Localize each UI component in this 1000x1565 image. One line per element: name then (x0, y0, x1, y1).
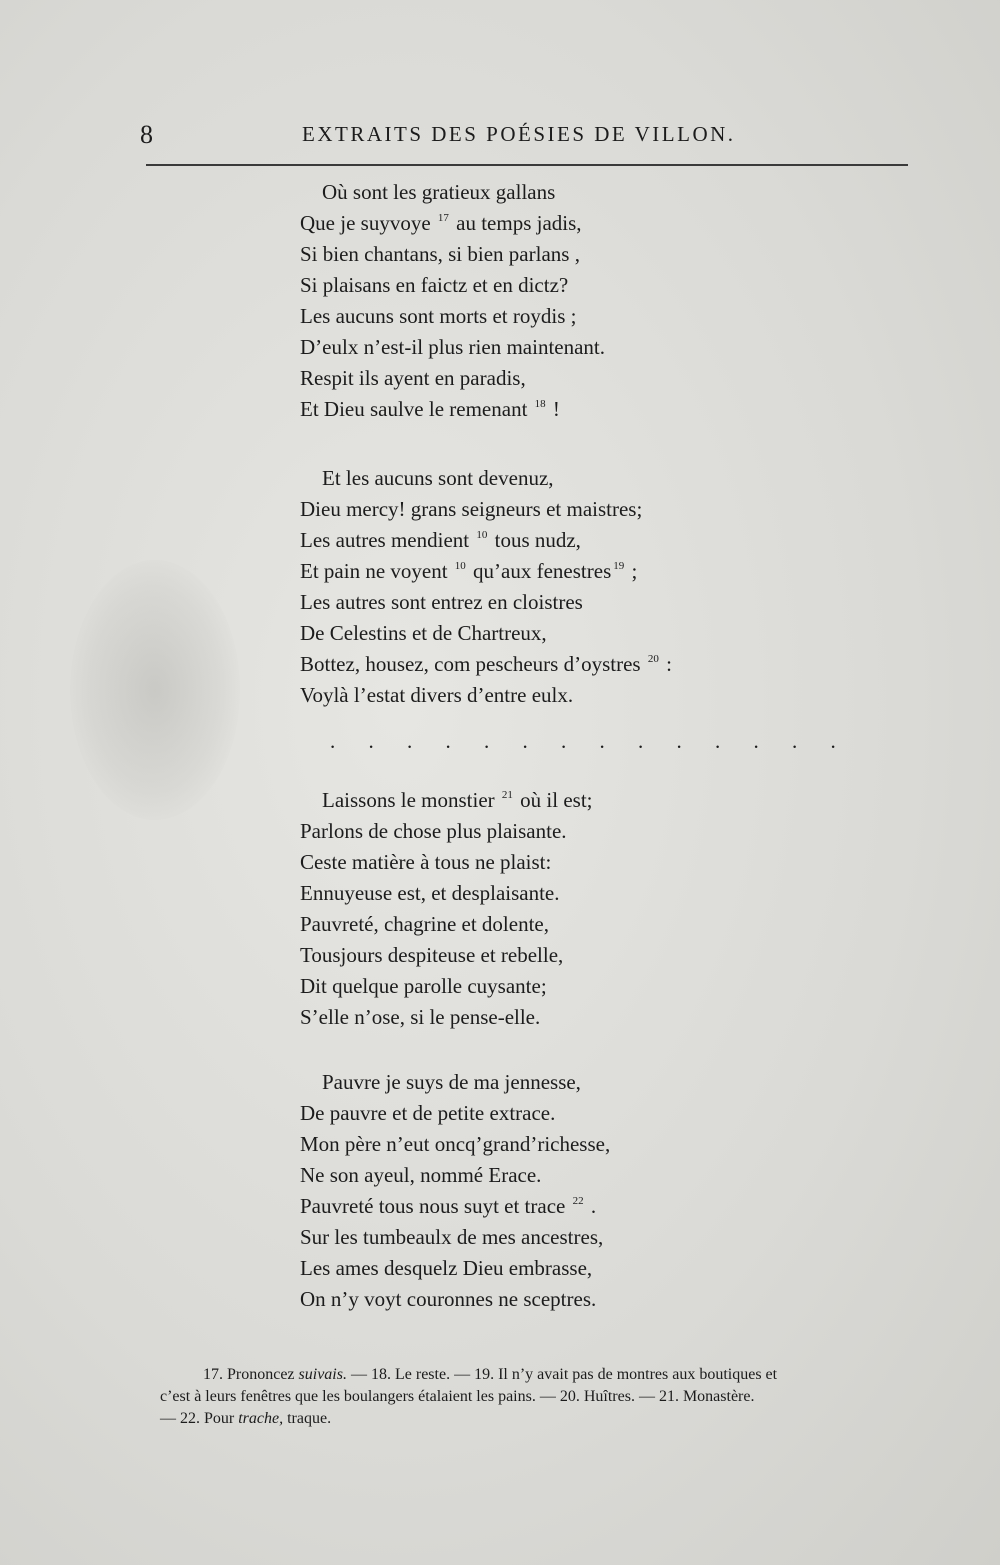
verse-line (300, 912, 549, 937)
verse-line (300, 881, 560, 906)
verse-line (300, 497, 642, 522)
verse-line (300, 850, 551, 875)
verse-text: Si plaisans en faictz et en dictz? (300, 273, 569, 297)
verse-text: Si bien chantans, si bien parlans , (300, 242, 580, 266)
verse-text: : (666, 652, 672, 676)
verse-line (300, 590, 583, 615)
verse-line (300, 211, 582, 236)
verse-text: Les autres mendient (300, 528, 470, 552)
verse-text: qu’aux fenestres (473, 559, 612, 583)
verse-text: De Celestins et de Chartreux, (300, 621, 547, 645)
verse-text: Dieu mercy! grans seigneurs et maistres; (300, 497, 643, 521)
verse-line (300, 273, 568, 298)
footnote-ref: 10 (476, 529, 488, 541)
verse-text: Que je suyvoye (300, 211, 431, 235)
verse-line (322, 466, 554, 491)
verse-line (300, 397, 560, 422)
verse-text: Mon père n’eut oncq’grand’richesse, (300, 1132, 611, 1156)
verse-line (322, 788, 593, 813)
verse-text: Les ames desquelz Dieu embrasse, (300, 1256, 593, 1280)
verse-text: Ennuyeuse est, et desplaisante. (300, 881, 560, 905)
verse-text: Voylà l’estat divers d’entre eulx. (300, 683, 574, 707)
running-title: EXTRAITS DES POÉSIES DE VILLON. (302, 122, 736, 146)
verse-text: Bottez, housez, com pescheurs d’oystres (300, 652, 641, 676)
verse-line (300, 1225, 603, 1250)
verse-text: Les autres sont entrez en cloistres (300, 590, 583, 614)
verse-text: Et les aucuns sont devenuz, (322, 466, 554, 490)
verse-text: Dit quelque parolle cuysante; (300, 974, 547, 998)
verse-text: Tousjours despiteuse et rebelle, (300, 943, 564, 967)
verse-line (300, 1287, 596, 1312)
footnote-ref: 21 (501, 789, 513, 801)
verse-line (300, 943, 563, 968)
footnote-ref: 10 (454, 560, 466, 572)
verse-text: S’elle n’ose, si le pense-elle. (300, 1005, 541, 1029)
footnote-ref: 22 (572, 1195, 584, 1207)
footnote-line-2: c’est à leurs fenêtres que les boulangers étalaient les pains. — 20. Huîtres. — 21. Monastère. (160, 1388, 755, 1405)
verse-line (300, 366, 526, 391)
verse-line (300, 974, 547, 999)
verse-text: ; (631, 559, 638, 583)
verse-line (300, 1005, 540, 1030)
verse-text: tous nudz, (494, 528, 581, 552)
footnote-line-1: 17. Prononcez suivais. — 18. Le reste. — 19. Il n’y avait pas de montres aux boutiques et (203, 1366, 778, 1383)
verse-line (300, 242, 580, 267)
verse-text: On n’y voyt couronnes ne sceptres. (300, 1287, 597, 1311)
verse-line (300, 621, 547, 646)
verse-line (300, 819, 567, 844)
verse-text: Sur les tumbeaulx de mes ancestres, (300, 1225, 604, 1249)
footnote-ref: 20 (647, 653, 659, 665)
verse-line (322, 1070, 581, 1095)
header-rule (146, 164, 908, 166)
verse-text: Où sont les gratieux gallans (322, 180, 556, 204)
verse-line (300, 683, 573, 708)
verse-line (322, 180, 555, 205)
verse-text: Pauvreté tous nous suyt et trace (300, 1194, 566, 1218)
verse-text: Ne son ayeul, nommé Erace. (300, 1163, 542, 1187)
verse-line (300, 1194, 596, 1219)
verse-text: Parlons de chose plus plaisante. (300, 819, 567, 843)
verse-text: Laissons le monstier (322, 788, 495, 812)
ellipsis-dots: . . . . . . . . . . . . . . (330, 729, 850, 753)
footnote-line-3: — 22. Pour trache, traque. (160, 1410, 332, 1427)
verse-text: Et pain ne voyent (300, 559, 448, 583)
verse-line (300, 1163, 541, 1188)
page-number: 8 (140, 120, 153, 149)
verse-text: Respit ils ayent en paradis, (300, 366, 526, 390)
verse-text: Pauvre je suys de ma jennesse, (322, 1070, 581, 1094)
verse-text: Pauvreté, chagrine et dolente, (300, 912, 549, 936)
verse-line (300, 528, 581, 553)
verse-text: au temps jadis, (456, 211, 582, 235)
paper-stain (70, 560, 240, 820)
verse-text: Les aucuns sont morts et roydis ; (300, 304, 577, 328)
verse-line (300, 1132, 610, 1157)
footnote-ref: 18 (534, 398, 546, 410)
footnote-ref: 19 (613, 560, 625, 572)
verse-text: ! (552, 397, 560, 421)
verse-line (300, 652, 672, 677)
verse-line (300, 1256, 592, 1281)
page-header (140, 120, 920, 156)
verse-line (300, 335, 605, 360)
verse-line (300, 559, 637, 584)
verse-text: Et Dieu saulve le remenant (300, 397, 528, 421)
verse-text: où il est; (520, 788, 593, 812)
verse-text: Ceste matière à tous ne plaist: (300, 850, 552, 874)
verse-text: D’eulx n’est-il plus rien maintenant. (300, 335, 606, 359)
footnote-ref: 17 (437, 212, 449, 224)
verse-text: De pauvre et de petite extrace. (300, 1101, 556, 1125)
verse-line (300, 1101, 555, 1126)
verse-text: . (590, 1194, 597, 1218)
verse-line (300, 304, 576, 329)
